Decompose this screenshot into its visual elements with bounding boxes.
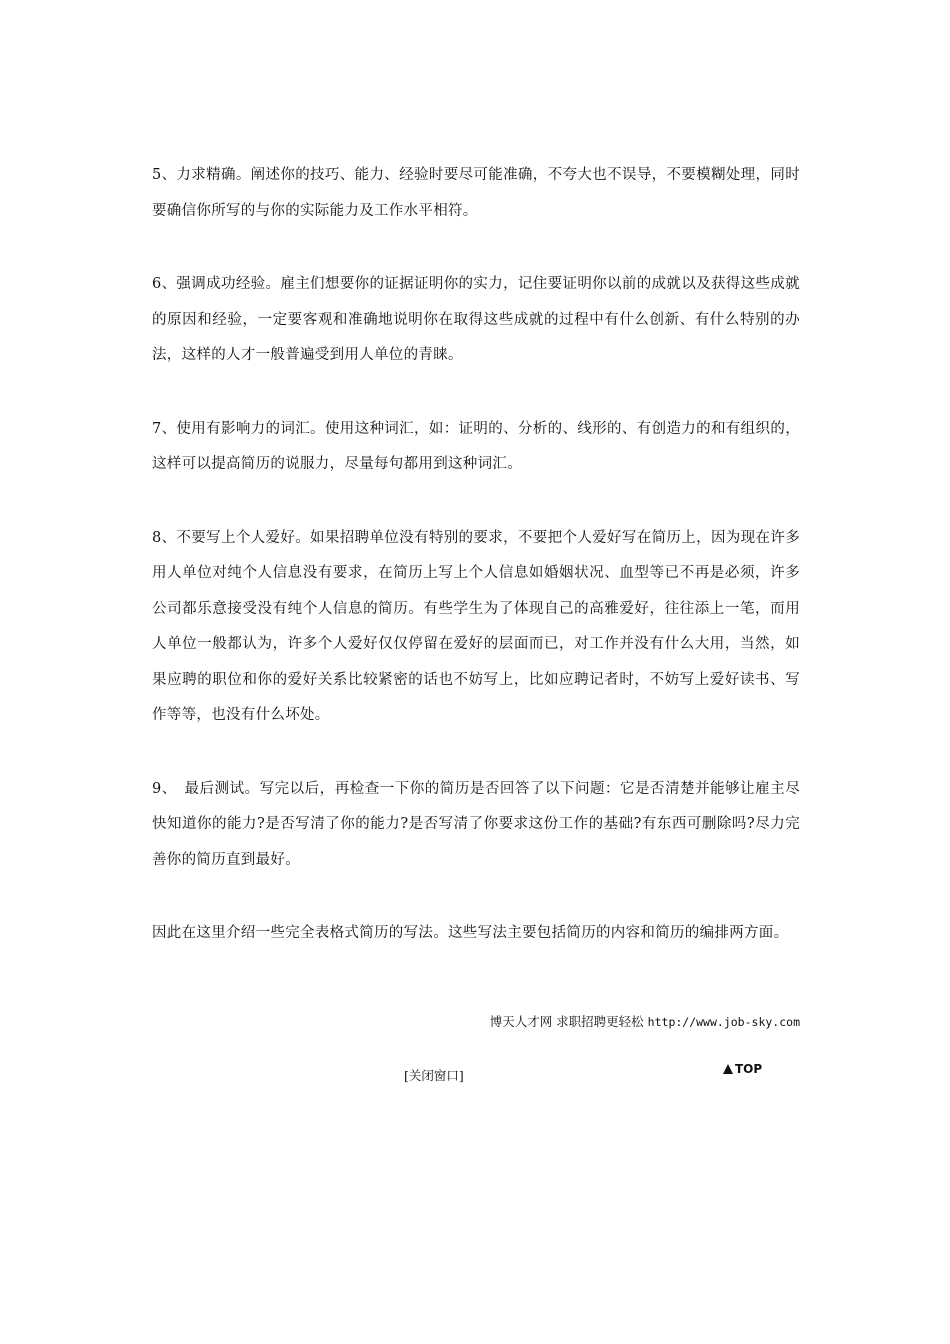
site-url-link[interactable]: http://www.job-sky.com (647, 1015, 800, 1029)
paragraph-conclusion: 因此在这里介绍一些完全表格式简历的写法。这些写法主要包括简历的内容和简历的编排两方面。 (152, 925, 789, 941)
top-label: TOP (735, 1062, 763, 1076)
paragraph-7: 7、使用有影响力的词汇。使用这种词汇，如：证明的、分析的、线形的、有创造力的和有组织的，这样可以提高简历的说服力，尽量每句都用到这种词汇。 (152, 420, 800, 472)
close-window-link[interactable]: [关闭窗口] (404, 1068, 464, 1083)
paragraph-8: 8、不要写上个人爱好。如果招聘单位没有特别的要求，不要把个人爱好写在简历上，因为现在许多用人单位对纯个人信息没有要求，在简历上写上个人信息如婚姻状况、血型等已不再是必须，许多公司都乐意接受没有纯个人信息的简历。有些学生为了体现自己的高雅爱好，往往添上一笔，而用人单位一般都认为，许多个人爱好仅仅停留在爱好的层面而已，对工作并没有什么大用，当然，如果应聘的职位和你的爱好关系比较紧密的话也不妨写上，比如应聘记者时，不妨写上爱好读书、写作等等，也没有什么坏处。 (152, 529, 800, 723)
up-arrow-icon (723, 1064, 733, 1074)
site-name: 博天人才网 求职招聘更轻松 (489, 1014, 644, 1029)
article-body (152, 158, 800, 990)
site-credit (152, 1012, 800, 1032)
paragraph-5: 5、力求精确。阐述你的技巧、能力、经验时要尽可能准确，不夸大也不误导，不要模糊处理，同时要确信你所写的与你的实际能力及工作水平相符。 (152, 167, 800, 219)
paragraph-9: 9、 最后测试。写完以后，再检查一下你的简历是否回答了以下问题：它是否清楚并能够让雇主尽快知道你的能力?是否写清了你的能力?是否写清了你要求这份工作的基础?有东西可删除吗?尽力完善你的简历直到最好。 (152, 780, 800, 868)
paragraph-6: 6、强调成功经验。雇主们想要你的证据证明你的实力，记住要证明你以前的成就以及获得这些成就的原因和经验，一定要客观和准确地说明你在取得这些成就的过程中有什么创新、有什么特别的办法，这样的人才一般普遍受到用人单位的青睐。 (152, 276, 800, 363)
back-to-top-link[interactable] (723, 1060, 762, 1078)
